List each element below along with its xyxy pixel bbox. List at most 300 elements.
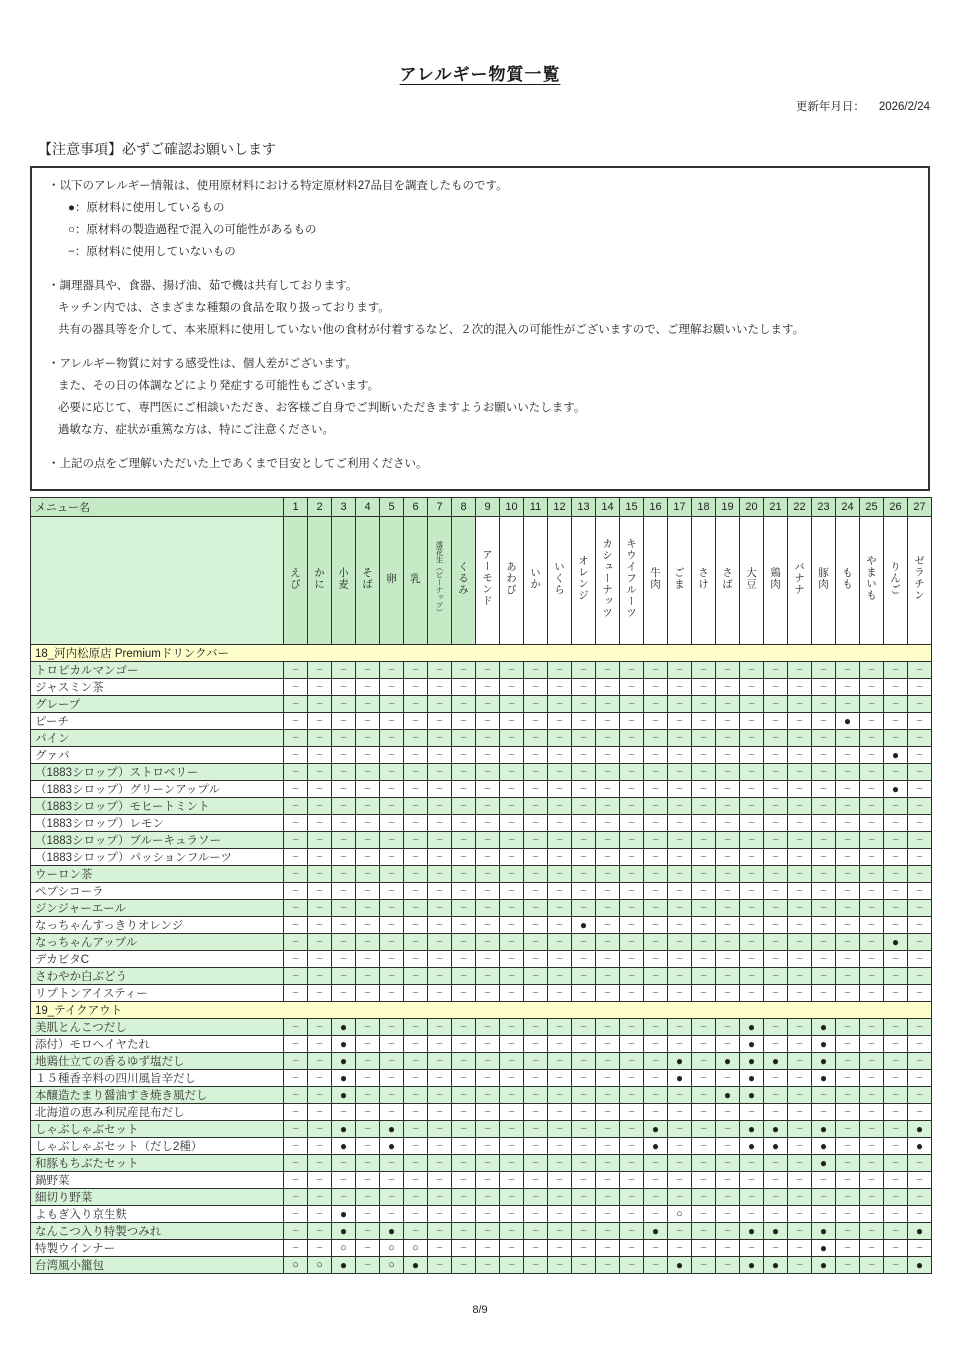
allergen-mark-cell: − xyxy=(548,1121,572,1138)
allergen-col-name xyxy=(812,517,836,645)
allergen-mark-cell: − xyxy=(596,1087,620,1104)
allergen-mark-cell: − xyxy=(548,1053,572,1070)
allergen-mark-cell: − xyxy=(356,1257,380,1274)
allergen-mark-cell: ● xyxy=(764,1121,788,1138)
allergen-mark-cell: − xyxy=(692,1257,716,1274)
allergen-mark-cell: − xyxy=(764,764,788,781)
allergen-mark-cell: − xyxy=(572,713,596,730)
allergen-mark-cell: ● xyxy=(332,1070,356,1087)
allergen-mark-cell: − xyxy=(572,900,596,917)
allergen-mark-cell: − xyxy=(908,713,932,730)
allergen-mark-cell: − xyxy=(644,1019,668,1036)
allergen-mark-cell: − xyxy=(644,747,668,764)
allergen-mark-cell: − xyxy=(524,679,548,696)
allergen-mark-cell: − xyxy=(356,1053,380,1070)
allergen-col-name xyxy=(668,517,692,645)
allergen-mark-cell: − xyxy=(788,1121,812,1138)
allergen-mark-cell: − xyxy=(452,1189,476,1206)
allergen-mark-cell: − xyxy=(476,883,500,900)
allergen-mark-cell: − xyxy=(356,815,380,832)
allergen-mark-cell: − xyxy=(644,832,668,849)
allergen-mark-cell: − xyxy=(884,1087,908,1104)
allergen-col-name-text: 乳 xyxy=(409,573,421,585)
allergen-mark-cell: ● xyxy=(812,1257,836,1274)
allergen-mark-cell: − xyxy=(908,764,932,781)
allergen-mark-cell: − xyxy=(908,747,932,764)
menu-row xyxy=(31,1104,932,1121)
allergen-mark-cell: − xyxy=(908,883,932,900)
allergen-mark-cell: − xyxy=(860,1121,884,1138)
allergen-mark-cell: − xyxy=(572,951,596,968)
menu-row xyxy=(31,1189,932,1206)
allergen-mark-cell: ● xyxy=(836,713,860,730)
allergen-mark-cell: ● xyxy=(740,1121,764,1138)
allergen-mark-cell: − xyxy=(764,1104,788,1121)
allergen-mark-cell: ● xyxy=(668,1053,692,1070)
allergen-mark-cell: − xyxy=(788,662,812,679)
allergen-mark-cell: − xyxy=(668,866,692,883)
allergen-mark-cell: ○ xyxy=(404,1240,428,1257)
allergen-mark-cell: − xyxy=(308,1104,332,1121)
allergen-mark-cell: − xyxy=(500,1019,524,1036)
allergen-mark-cell: − xyxy=(284,798,308,815)
allergen-mark-cell: − xyxy=(836,934,860,951)
allergen-mark-cell: − xyxy=(596,951,620,968)
allergen-mark-cell: − xyxy=(548,1206,572,1223)
allergen-mark-cell: − xyxy=(740,798,764,815)
allergen-mark-cell: − xyxy=(572,866,596,883)
allergen-mark-cell: − xyxy=(692,934,716,951)
allergen-mark-cell: − xyxy=(404,1087,428,1104)
allergen-mark-cell: − xyxy=(620,713,644,730)
allergen-mark-cell: − xyxy=(548,917,572,934)
allergen-mark-cell: − xyxy=(476,1240,500,1257)
allergen-mark-cell: − xyxy=(908,900,932,917)
allergen-mark-cell: − xyxy=(644,1206,668,1223)
allergen-col-name-text: オレンジ xyxy=(577,555,589,601)
allergen-mark-cell: − xyxy=(596,1053,620,1070)
allergen-mark-cell: − xyxy=(908,968,932,985)
allergen-mark-cell: − xyxy=(668,764,692,781)
allergen-mark-cell: − xyxy=(548,730,572,747)
allergen-mark-cell: − xyxy=(596,985,620,1002)
allergen-mark-cell: − xyxy=(572,1104,596,1121)
allergen-mark-cell: − xyxy=(524,1223,548,1240)
allergen-mark-cell: − xyxy=(596,866,620,883)
allergen-col-number: 17 xyxy=(668,498,692,517)
section-header-row xyxy=(31,645,932,662)
allergen-mark-cell: − xyxy=(788,985,812,1002)
allergen-mark-cell: − xyxy=(452,1138,476,1155)
allergen-mark-cell: − xyxy=(788,1019,812,1036)
allergen-mark-cell: − xyxy=(836,1104,860,1121)
allergen-mark-cell: − xyxy=(836,968,860,985)
allergen-mark-cell: − xyxy=(308,832,332,849)
allergen-mark-cell: − xyxy=(404,968,428,985)
menu-row xyxy=(31,917,932,934)
allergen-mark-cell: − xyxy=(812,934,836,951)
allergen-mark-cell: − xyxy=(860,730,884,747)
allergen-mark-cell: − xyxy=(572,1206,596,1223)
allergen-mark-cell: − xyxy=(596,1138,620,1155)
allergen-mark-cell: − xyxy=(908,1172,932,1189)
allergen-mark-cell: ● xyxy=(716,1087,740,1104)
allergen-mark-cell: − xyxy=(476,1019,500,1036)
note-line: 必要に応じて、専門医にご相談いただき、お客様ご自身でご判断いただきますようお願いいたします。 xyxy=(58,402,586,414)
allergen-mark-cell: − xyxy=(908,1036,932,1053)
allergen-col-name xyxy=(380,517,404,645)
menu-name-cell: 本醸造たまり醤油すき焼き風だし xyxy=(31,1087,284,1104)
allergen-mark-cell: − xyxy=(548,815,572,832)
menu-row xyxy=(31,781,932,798)
allergen-mark-cell: − xyxy=(428,798,452,815)
allergen-mark-cell: − xyxy=(404,1189,428,1206)
allergen-mark-cell: − xyxy=(836,1223,860,1240)
allergen-mark-cell: − xyxy=(332,747,356,764)
allergen-mark-cell: − xyxy=(788,849,812,866)
section-title: 18_河内松原店 Premiumドリンクバー xyxy=(31,645,932,662)
allergen-mark-cell: − xyxy=(428,934,452,951)
allergen-mark-cell: − xyxy=(452,849,476,866)
allergen-mark-cell: − xyxy=(404,679,428,696)
allergen-mark-cell: − xyxy=(692,781,716,798)
allergen-mark-cell: − xyxy=(452,1104,476,1121)
allergen-mark-cell: − xyxy=(620,1257,644,1274)
allergen-mark-cell: − xyxy=(908,917,932,934)
allergen-mark-cell: ● xyxy=(740,1087,764,1104)
allergen-mark-cell: − xyxy=(356,798,380,815)
allergen-col-name-text: 落花生（ピーナッツ） xyxy=(435,540,444,616)
allergen-mark-cell: − xyxy=(596,1206,620,1223)
allergen-mark-cell: − xyxy=(332,883,356,900)
allergen-mark-cell: − xyxy=(884,696,908,713)
allergen-mark-cell: − xyxy=(908,832,932,849)
allergen-mark-cell: − xyxy=(620,1070,644,1087)
allergen-mark-cell: − xyxy=(284,968,308,985)
allergen-mark-cell: − xyxy=(836,1138,860,1155)
allergen-mark-cell: ● xyxy=(764,1223,788,1240)
allergen-mark-cell: ● xyxy=(764,1053,788,1070)
allergen-mark-cell: − xyxy=(668,1172,692,1189)
allergen-mark-cell: − xyxy=(740,934,764,951)
allergen-mark-cell: − xyxy=(860,883,884,900)
allergen-mark-cell: − xyxy=(548,1070,572,1087)
allergen-mark-cell: ● xyxy=(908,1257,932,1274)
allergen-mark-cell: − xyxy=(548,1087,572,1104)
allergen-mark-cell: − xyxy=(716,1155,740,1172)
allergen-mark-cell: − xyxy=(428,1189,452,1206)
allergen-mark-cell: − xyxy=(668,1019,692,1036)
menu-row xyxy=(31,764,932,781)
allergen-mark-cell: − xyxy=(596,1240,620,1257)
allergen-mark-cell: − xyxy=(596,1036,620,1053)
allergen-mark-cell: − xyxy=(452,1155,476,1172)
allergen-mark-cell: − xyxy=(860,1104,884,1121)
allergen-mark-cell: − xyxy=(524,764,548,781)
allergen-mark-cell: − xyxy=(692,1121,716,1138)
allergen-mark-cell: − xyxy=(620,1223,644,1240)
allergen-mark-cell: − xyxy=(596,900,620,917)
allergen-mark-cell: − xyxy=(764,1206,788,1223)
allergen-mark-cell: − xyxy=(404,730,428,747)
allergen-mark-cell: − xyxy=(500,730,524,747)
menu-row xyxy=(31,1019,932,1036)
allergen-mark-cell: − xyxy=(644,696,668,713)
menu-row xyxy=(31,1257,932,1274)
allergen-mark-cell: − xyxy=(644,1070,668,1087)
allergen-mark-cell: − xyxy=(428,696,452,713)
allergen-mark-cell: − xyxy=(572,1053,596,1070)
menu-row xyxy=(31,662,932,679)
allergen-mark-cell: − xyxy=(836,985,860,1002)
allergen-mark-cell: − xyxy=(620,951,644,968)
allergen-mark-cell: − xyxy=(788,1172,812,1189)
allergen-mark-cell: − xyxy=(308,798,332,815)
allergen-mark-cell: − xyxy=(404,798,428,815)
allergen-mark-cell: − xyxy=(668,1036,692,1053)
allergen-mark-cell: − xyxy=(476,1036,500,1053)
allergen-mark-cell: − xyxy=(764,730,788,747)
allergen-mark-cell: − xyxy=(716,951,740,968)
allergen-mark-cell: − xyxy=(380,917,404,934)
allergen-mark-cell: − xyxy=(572,1138,596,1155)
allergen-mark-cell: − xyxy=(284,696,308,713)
allergen-mark-cell: − xyxy=(284,679,308,696)
allergen-mark-cell: − xyxy=(668,713,692,730)
allergen-mark-cell: − xyxy=(572,934,596,951)
allergen-mark-cell: − xyxy=(428,968,452,985)
allergen-col-number: 11 xyxy=(524,498,548,517)
allergen-mark-cell: − xyxy=(620,1019,644,1036)
allergen-mark-cell: − xyxy=(524,798,548,815)
menu-name-cell: デカビタC xyxy=(31,951,284,968)
allergen-mark-cell: − xyxy=(692,1019,716,1036)
section-title: 19_テイクアウト xyxy=(31,1002,932,1019)
allergen-mark-cell: − xyxy=(836,730,860,747)
allergen-mark-cell: − xyxy=(644,679,668,696)
allergen-mark-cell: − xyxy=(692,1036,716,1053)
allergen-mark-cell: − xyxy=(356,662,380,679)
allergen-mark-cell: − xyxy=(860,934,884,951)
allergen-mark-cell: − xyxy=(524,1121,548,1138)
allergen-mark-cell: − xyxy=(356,1138,380,1155)
allergen-mark-cell: − xyxy=(788,747,812,764)
allergen-mark-cell: − xyxy=(860,866,884,883)
allergen-mark-cell: − xyxy=(380,934,404,951)
allergen-mark-cell: − xyxy=(380,1155,404,1172)
allergen-mark-cell: − xyxy=(884,1121,908,1138)
allergen-mark-cell: − xyxy=(836,866,860,883)
allergen-mark-cell: − xyxy=(884,1036,908,1053)
allergen-mark-cell: − xyxy=(764,679,788,696)
menu-name-cell: 台湾風小籠包 xyxy=(31,1257,284,1274)
table-header-row xyxy=(31,498,932,517)
allergen-mark-cell: − xyxy=(404,849,428,866)
allergen-mark-cell: − xyxy=(452,1036,476,1053)
note-line xyxy=(40,441,918,453)
allergen-mark-cell: − xyxy=(812,1189,836,1206)
allergen-mark-cell: − xyxy=(452,696,476,713)
allergen-mark-cell: − xyxy=(524,1240,548,1257)
allergen-mark-cell: − xyxy=(404,713,428,730)
allergen-mark-cell: − xyxy=(404,832,428,849)
allergen-mark-cell: − xyxy=(452,883,476,900)
allergen-mark-cell: − xyxy=(548,985,572,1002)
allergen-mark-cell: − xyxy=(644,713,668,730)
allergen-mark-cell: − xyxy=(740,866,764,883)
allergen-mark-cell: − xyxy=(380,696,404,713)
allergen-mark-cell: − xyxy=(908,1019,932,1036)
allergen-mark-cell: − xyxy=(548,1104,572,1121)
allergen-mark-cell: − xyxy=(356,730,380,747)
allergen-mark-cell: − xyxy=(812,866,836,883)
allergen-mark-cell: − xyxy=(428,679,452,696)
allergen-mark-cell: − xyxy=(452,764,476,781)
allergen-col-name xyxy=(836,517,860,645)
allergen-mark-cell: − xyxy=(332,662,356,679)
allergen-mark-cell: − xyxy=(476,832,500,849)
allergen-col-number: 8 xyxy=(452,498,476,517)
allergen-mark-cell: − xyxy=(308,985,332,1002)
allergen-mark-cell: − xyxy=(332,985,356,1002)
allergen-mark-cell: − xyxy=(308,968,332,985)
allergen-mark-cell: − xyxy=(692,1087,716,1104)
allergen-mark-cell: − xyxy=(596,815,620,832)
allergen-mark-cell: − xyxy=(860,747,884,764)
allergen-mark-cell: − xyxy=(716,764,740,781)
allergen-mark-cell: − xyxy=(620,1053,644,1070)
allergen-mark-cell: − xyxy=(812,815,836,832)
allergen-col-name xyxy=(620,517,644,645)
allergen-mark-cell: − xyxy=(668,900,692,917)
allergen-mark-cell: − xyxy=(884,1206,908,1223)
allergen-mark-cell: − xyxy=(284,730,308,747)
allergen-mark-cell: − xyxy=(860,662,884,679)
allergen-mark-cell: − xyxy=(548,832,572,849)
allergen-mark-cell: − xyxy=(788,1053,812,1070)
allergen-mark-cell: − xyxy=(596,713,620,730)
allergen-mark-cell: − xyxy=(860,1257,884,1274)
allergen-mark-cell: − xyxy=(476,968,500,985)
allergen-mark-cell: − xyxy=(620,815,644,832)
allergen-col-number: 20 xyxy=(740,498,764,517)
allergen-mark-cell: − xyxy=(692,1104,716,1121)
allergen-mark-cell: − xyxy=(524,1206,548,1223)
allergen-col-name xyxy=(500,517,524,645)
allergen-mark-cell: − xyxy=(836,1206,860,1223)
allergen-mark-cell: − xyxy=(524,866,548,883)
allergen-mark-cell: − xyxy=(788,1036,812,1053)
allergen-mark-cell: − xyxy=(452,866,476,883)
allergen-mark-cell: − xyxy=(284,917,308,934)
allergen-mark-cell: − xyxy=(884,1104,908,1121)
allergen-mark-cell: − xyxy=(596,1104,620,1121)
allergen-col-number: 4 xyxy=(356,498,380,517)
allergen-col-name xyxy=(884,517,908,645)
allergen-mark-cell: − xyxy=(644,985,668,1002)
allergen-mark-cell: − xyxy=(620,747,644,764)
allergen-col-name-text: りんご xyxy=(889,560,901,596)
allergen-mark-cell: − xyxy=(908,1087,932,1104)
allergen-mark-cell: − xyxy=(596,1155,620,1172)
allergen-mark-cell: − xyxy=(356,679,380,696)
allergen-mark-cell: ● xyxy=(908,1138,932,1155)
allergen-col-name-text: やまいも xyxy=(865,555,877,601)
allergen-mark-cell: − xyxy=(380,747,404,764)
allergen-mark-cell: − xyxy=(788,934,812,951)
allergen-mark-cell: − xyxy=(836,883,860,900)
menu-row xyxy=(31,815,932,832)
allergen-mark-cell: − xyxy=(788,1070,812,1087)
allergen-mark-cell: − xyxy=(644,1155,668,1172)
allergen-mark-cell: − xyxy=(764,900,788,917)
allergen-mark-cell: − xyxy=(908,696,932,713)
menu-row xyxy=(31,849,932,866)
allergen-mark-cell: − xyxy=(476,1087,500,1104)
allergen-mark-cell: ● xyxy=(812,1121,836,1138)
allergen-mark-cell: − xyxy=(524,781,548,798)
allergen-mark-cell: − xyxy=(476,1206,500,1223)
allergen-mark-cell: ● xyxy=(716,1053,740,1070)
allergen-mark-cell: − xyxy=(284,866,308,883)
allergen-mark-cell: − xyxy=(908,798,932,815)
allergen-mark-cell: − xyxy=(668,747,692,764)
allergen-mark-cell: − xyxy=(620,866,644,883)
allergen-mark-cell: − xyxy=(620,934,644,951)
allergen-mark-cell: − xyxy=(356,849,380,866)
allergen-mark-cell: − xyxy=(308,934,332,951)
allergen-mark-cell: − xyxy=(716,866,740,883)
allergen-mark-cell: − xyxy=(788,1104,812,1121)
allergen-mark-cell: − xyxy=(692,764,716,781)
allergen-mark-cell: − xyxy=(884,1189,908,1206)
note-line: ・上記の点をご理解いただいた上であくまで目安としてご利用ください。 xyxy=(48,458,428,470)
allergen-mark-cell: − xyxy=(668,1240,692,1257)
allergen-mark-cell: − xyxy=(548,934,572,951)
allergen-mark-cell: − xyxy=(620,1240,644,1257)
allergen-col-number: 24 xyxy=(836,498,860,517)
allergen-mark-cell: − xyxy=(716,934,740,951)
allergen-mark-cell: − xyxy=(764,1036,788,1053)
allergen-mark-cell: − xyxy=(380,900,404,917)
allergen-mark-cell: − xyxy=(380,1019,404,1036)
allergen-mark-cell: − xyxy=(692,849,716,866)
note-line xyxy=(40,263,918,275)
allergen-col-number: 13 xyxy=(572,498,596,517)
allergen-mark-cell: − xyxy=(620,832,644,849)
allergen-mark-cell: − xyxy=(812,1087,836,1104)
allergen-mark-cell: − xyxy=(596,1257,620,1274)
menu-name-cell: ピーチ xyxy=(31,713,284,730)
allergen-mark-cell: − xyxy=(476,730,500,747)
allergen-mark-cell: − xyxy=(572,883,596,900)
allergen-mark-cell: − xyxy=(740,900,764,917)
allergen-mark-cell: − xyxy=(308,747,332,764)
allergen-mark-cell: ○ xyxy=(668,1206,692,1223)
menu-name-cell: なんこつ入り特製つみれ xyxy=(31,1223,284,1240)
allergen-mark-cell: − xyxy=(308,849,332,866)
allergen-mark-cell: − xyxy=(836,1121,860,1138)
allergen-mark-cell: − xyxy=(836,832,860,849)
allergen-mark-cell: − xyxy=(788,1257,812,1274)
allergen-mark-cell: − xyxy=(812,900,836,917)
allergen-mark-cell: − xyxy=(380,866,404,883)
allergen-mark-cell: − xyxy=(332,1104,356,1121)
allergen-mark-cell: − xyxy=(284,1172,308,1189)
allergen-col-name-text: もも xyxy=(841,566,853,590)
allergen-mark-cell: − xyxy=(356,917,380,934)
allergen-col-number: 22 xyxy=(788,498,812,517)
